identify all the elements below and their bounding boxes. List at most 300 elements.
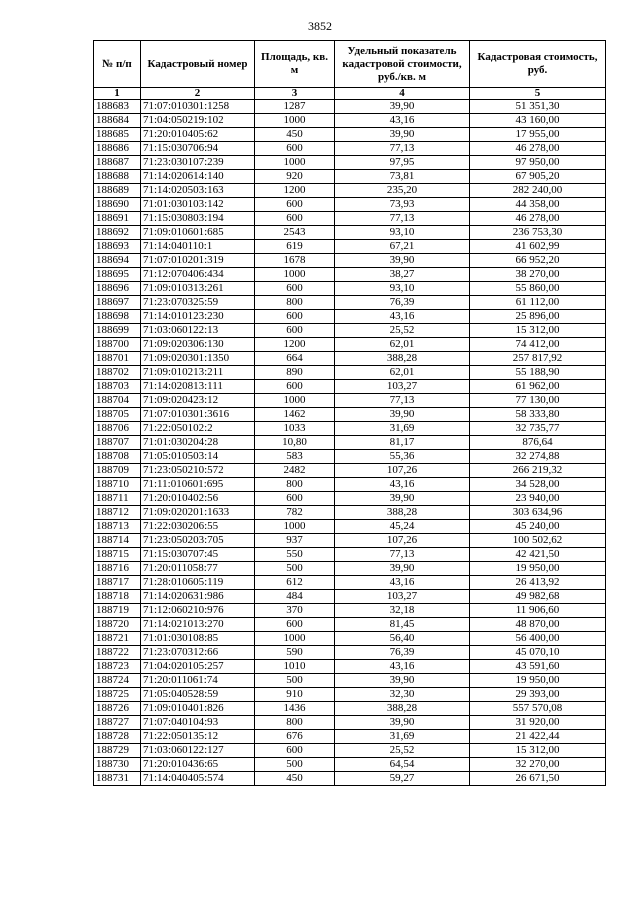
cadastral-value-cell: 26 671,50 [470, 772, 606, 786]
cadastral-number-cell: 71:20:010402:56 [141, 492, 255, 506]
table-row [94, 268, 606, 282]
cadastral-value-cell: 74 412,00 [470, 338, 606, 352]
table-row [94, 562, 606, 576]
cadastral-number-cell: 71:23:070312:66 [141, 646, 255, 660]
row-number-cell: 188731 [94, 772, 141, 786]
row-number-cell: 188720 [94, 618, 141, 632]
cadastral-number-cell: 71:14:040110:1 [141, 240, 255, 254]
area-cell: 1000 [255, 394, 335, 408]
unit-value-cell: 388,28 [335, 506, 470, 520]
cadastral-number-cell: 71:05:040528:59 [141, 688, 255, 702]
table-row [94, 100, 606, 114]
cadastral-value-cell: 257 817,92 [470, 352, 606, 366]
row-number-cell: 188713 [94, 520, 141, 534]
table-row [94, 310, 606, 324]
cadastral-number-cell: 71:14:010123:230 [141, 310, 255, 324]
cadastral-value-cell: 49 982,68 [470, 590, 606, 604]
area-cell: 600 [255, 310, 335, 324]
cadastral-number-cell: 71:05:010503:14 [141, 450, 255, 464]
unit-value-cell: 39,90 [335, 674, 470, 688]
area-cell: 1033 [255, 422, 335, 436]
cadastral-number-cell: 71:15:030706:94 [141, 142, 255, 156]
row-number-cell: 188699 [94, 324, 141, 338]
cadastral-value-cell: 557 570,08 [470, 702, 606, 716]
cadastral-value-cell: 11 906,60 [470, 604, 606, 618]
cadastral-number-cell: 71:12:070406:434 [141, 268, 255, 282]
unit-value-cell: 73,81 [335, 170, 470, 184]
cadastral-value-cell: 38 270,00 [470, 268, 606, 282]
cadastral-number-cell: 71:14:020614:140 [141, 170, 255, 184]
cadastral-number-cell: 71:01:030108:85 [141, 632, 255, 646]
cadastral-number-cell: 71:01:030103:142 [141, 198, 255, 212]
cadastral-number-cell: 71:11:010601:695 [141, 478, 255, 492]
cadastral-value-cell: 46 278,00 [470, 212, 606, 226]
cadastral-number-cell: 71:14:020631:986 [141, 590, 255, 604]
cadastral-value-cell: 29 393,00 [470, 688, 606, 702]
table-row [94, 688, 606, 702]
unit-value-cell: 77,13 [335, 394, 470, 408]
table-row [94, 338, 606, 352]
unit-value-cell: 43,16 [335, 478, 470, 492]
area-cell: 600 [255, 744, 335, 758]
cadastral-number-cell: 71:20:010405:62 [141, 128, 255, 142]
cadastral-value-cell: 876,64 [470, 436, 606, 450]
row-number-cell: 188686 [94, 142, 141, 156]
area-cell: 484 [255, 590, 335, 604]
table-body [94, 100, 606, 786]
cadastral-value-cell: 66 952,20 [470, 254, 606, 268]
row-number-cell: 188719 [94, 604, 141, 618]
unit-value-cell: 39,90 [335, 716, 470, 730]
cadastral-value-cell: 266 219,32 [470, 464, 606, 478]
area-cell: 600 [255, 142, 335, 156]
area-cell: 1200 [255, 338, 335, 352]
unit-value-cell: 77,13 [335, 212, 470, 226]
area-cell: 1436 [255, 702, 335, 716]
table-row [94, 744, 606, 758]
cadastral-value-cell: 61 962,00 [470, 380, 606, 394]
row-number-cell: 188689 [94, 184, 141, 198]
cadastral-number-cell: 71:09:020306:130 [141, 338, 255, 352]
table-row [94, 618, 606, 632]
row-number-cell: 188683 [94, 100, 141, 114]
area-cell: 583 [255, 450, 335, 464]
row-number-cell: 188729 [94, 744, 141, 758]
table-row [94, 352, 606, 366]
cadastral-number-cell: 71:07:010301:3616 [141, 408, 255, 422]
cadastral-number-cell: 71:23:050210:572 [141, 464, 255, 478]
area-cell: 664 [255, 352, 335, 366]
table-row [94, 576, 606, 590]
unit-value-cell: 39,90 [335, 408, 470, 422]
cadastral-number-cell: 71:15:030803:194 [141, 212, 255, 226]
table-row [94, 548, 606, 562]
unit-value-cell: 97,95 [335, 156, 470, 170]
row-number-cell: 188722 [94, 646, 141, 660]
unit-value-cell: 235,20 [335, 184, 470, 198]
table-row [94, 282, 606, 296]
row-number-cell: 188701 [94, 352, 141, 366]
row-number-cell: 188684 [94, 114, 141, 128]
unit-value-cell: 93,10 [335, 282, 470, 296]
row-number-cell: 188697 [94, 296, 141, 310]
area-cell: 1287 [255, 100, 335, 114]
table-row [94, 478, 606, 492]
row-number-cell: 188705 [94, 408, 141, 422]
area-cell: 1678 [255, 254, 335, 268]
table-row [94, 366, 606, 380]
cadastral-number-cell: 71:22:050102:2 [141, 422, 255, 436]
table-row [94, 716, 606, 730]
unit-value-cell: 67,21 [335, 240, 470, 254]
table-row [94, 212, 606, 226]
header-cadastral-number: Кадастровый номер [141, 41, 255, 88]
table-row [94, 534, 606, 548]
table-row [94, 506, 606, 520]
unit-value-cell: 38,27 [335, 268, 470, 282]
cadastral-value-cell: 61 112,00 [470, 296, 606, 310]
row-number-cell: 188717 [94, 576, 141, 590]
unit-value-cell: 56,40 [335, 632, 470, 646]
table-row [94, 772, 606, 786]
row-number-cell: 188724 [94, 674, 141, 688]
cadastral-value-cell: 51 351,30 [470, 100, 606, 114]
cadastral-value-cell: 19 950,00 [470, 562, 606, 576]
cadastral-number-cell: 71:14:040405:574 [141, 772, 255, 786]
column-number-row [94, 88, 606, 100]
cadastral-number-cell: 71:14:021013:270 [141, 618, 255, 632]
area-cell: 2543 [255, 226, 335, 240]
unit-value-cell: 39,90 [335, 128, 470, 142]
area-cell: 600 [255, 198, 335, 212]
cadastral-number-cell: 71:09:020423:12 [141, 394, 255, 408]
table-row [94, 702, 606, 716]
table-row [94, 632, 606, 646]
table-row [94, 254, 606, 268]
area-cell: 1000 [255, 268, 335, 282]
unit-value-cell: 55,36 [335, 450, 470, 464]
table-row [94, 604, 606, 618]
area-cell: 600 [255, 212, 335, 226]
unit-value-cell: 59,27 [335, 772, 470, 786]
cadastral-value-cell: 34 528,00 [470, 478, 606, 492]
cadastral-value-cell: 43 160,00 [470, 114, 606, 128]
cadastral-value-cell: 15 312,00 [470, 324, 606, 338]
table-row [94, 296, 606, 310]
cadastral-number-cell: 71:01:030204:28 [141, 436, 255, 450]
area-cell: 800 [255, 478, 335, 492]
table-row [94, 380, 606, 394]
row-number-cell: 188690 [94, 198, 141, 212]
row-number-cell: 188687 [94, 156, 141, 170]
column-number: 3 [255, 88, 335, 100]
table-row [94, 240, 606, 254]
unit-value-cell: 77,13 [335, 142, 470, 156]
unit-value-cell: 43,16 [335, 660, 470, 674]
cadastral-value-cell: 48 870,00 [470, 618, 606, 632]
cadastral-value-cell: 67 905,20 [470, 170, 606, 184]
table-header-row [94, 41, 606, 88]
unit-value-cell: 81,17 [335, 436, 470, 450]
area-cell: 612 [255, 576, 335, 590]
row-number-cell: 188708 [94, 450, 141, 464]
unit-value-cell: 31,69 [335, 422, 470, 436]
unit-value-cell: 31,69 [335, 730, 470, 744]
row-number-cell: 188703 [94, 380, 141, 394]
row-number-cell: 188709 [94, 464, 141, 478]
cadastral-value-cell: 45 240,00 [470, 520, 606, 534]
area-cell: 1000 [255, 156, 335, 170]
unit-value-cell: 32,18 [335, 604, 470, 618]
cadastral-number-cell: 71:22:030206:55 [141, 520, 255, 534]
unit-value-cell: 73,93 [335, 198, 470, 212]
row-number-cell: 188726 [94, 702, 141, 716]
unit-value-cell: 93,10 [335, 226, 470, 240]
area-cell: 600 [255, 380, 335, 394]
unit-value-cell: 76,39 [335, 296, 470, 310]
table-row [94, 646, 606, 660]
area-cell: 920 [255, 170, 335, 184]
area-cell: 450 [255, 128, 335, 142]
cadastral-number-cell: 71:12:060210:976 [141, 604, 255, 618]
cadastral-value-cell: 15 312,00 [470, 744, 606, 758]
row-number-cell: 188698 [94, 310, 141, 324]
area-cell: 619 [255, 240, 335, 254]
cadastral-number-cell: 71:07:010301:1258 [141, 100, 255, 114]
unit-value-cell: 62,01 [335, 366, 470, 380]
table-row [94, 464, 606, 478]
area-cell: 1200 [255, 184, 335, 198]
row-number-cell: 188702 [94, 366, 141, 380]
column-number: 1 [94, 88, 141, 100]
cadastral-value-cell: 97 950,00 [470, 156, 606, 170]
table-row [94, 128, 606, 142]
table-row [94, 520, 606, 534]
cadastral-number-cell: 71:03:060122:13 [141, 324, 255, 338]
unit-value-cell: 64,54 [335, 758, 470, 772]
unit-value-cell: 39,90 [335, 100, 470, 114]
area-cell: 1000 [255, 114, 335, 128]
unit-value-cell: 62,01 [335, 338, 470, 352]
area-cell: 910 [255, 688, 335, 702]
row-number-cell: 188725 [94, 688, 141, 702]
row-number-cell: 188707 [94, 436, 141, 450]
cadastral-number-cell: 71:09:010213:211 [141, 366, 255, 380]
cadastral-number-cell: 71:14:020813:111 [141, 380, 255, 394]
unit-value-cell: 43,16 [335, 310, 470, 324]
unit-value-cell: 25,52 [335, 324, 470, 338]
row-number-cell: 188721 [94, 632, 141, 646]
cadastral-value-cell: 32 274,88 [470, 450, 606, 464]
cadastral-value-cell: 303 634,96 [470, 506, 606, 520]
header-row-number: № п/п [94, 41, 141, 88]
area-cell: 600 [255, 618, 335, 632]
cadastral-number-cell: 71:04:050219:102 [141, 114, 255, 128]
cadastral-value-cell: 41 602,99 [470, 240, 606, 254]
cadastral-number-cell: 71:28:010605:119 [141, 576, 255, 590]
cadastral-number-cell: 71:23:070325:59 [141, 296, 255, 310]
cadastral-value-cell: 58 333,80 [470, 408, 606, 422]
row-number-cell: 188695 [94, 268, 141, 282]
table-row [94, 758, 606, 772]
area-cell: 2482 [255, 464, 335, 478]
area-cell: 800 [255, 296, 335, 310]
area-cell: 500 [255, 674, 335, 688]
row-number-cell: 188715 [94, 548, 141, 562]
cadastral-number-cell: 71:14:020503:163 [141, 184, 255, 198]
cadastral-number-cell: 71:15:030707:45 [141, 548, 255, 562]
row-number-cell: 188692 [94, 226, 141, 240]
area-cell: 450 [255, 772, 335, 786]
row-number-cell: 188704 [94, 394, 141, 408]
unit-value-cell: 43,16 [335, 576, 470, 590]
unit-value-cell: 388,28 [335, 702, 470, 716]
cadastral-number-cell: 71:09:010313:261 [141, 282, 255, 296]
area-cell: 590 [255, 646, 335, 660]
header-area: Площадь, кв. м [255, 41, 335, 88]
area-cell: 1000 [255, 632, 335, 646]
area-cell: 1010 [255, 660, 335, 674]
cadastral-number-cell: 71:03:060122:127 [141, 744, 255, 758]
cadastral-value-cell: 45 070,10 [470, 646, 606, 660]
row-number-cell: 188693 [94, 240, 141, 254]
table-row [94, 226, 606, 240]
cadastral-number-cell: 71:04:020105:257 [141, 660, 255, 674]
table-row [94, 422, 606, 436]
row-number-cell: 188691 [94, 212, 141, 226]
area-cell: 550 [255, 548, 335, 562]
row-number-cell: 188728 [94, 730, 141, 744]
table-row [94, 436, 606, 450]
area-cell: 600 [255, 282, 335, 296]
area-cell: 937 [255, 534, 335, 548]
cadastral-value-cell: 32 270,00 [470, 758, 606, 772]
cadastral-value-cell: 46 278,00 [470, 142, 606, 156]
area-cell: 1462 [255, 408, 335, 422]
table-row [94, 674, 606, 688]
unit-value-cell: 25,52 [335, 744, 470, 758]
cadastral-number-cell: 71:09:020201:1633 [141, 506, 255, 520]
cadastral-number-cell: 71:09:020301:1350 [141, 352, 255, 366]
table-row [94, 142, 606, 156]
unit-value-cell: 39,90 [335, 562, 470, 576]
cadastral-value-cell: 26 413,92 [470, 576, 606, 590]
table-row [94, 450, 606, 464]
cadastral-value-cell: 56 400,00 [470, 632, 606, 646]
row-number-cell: 188688 [94, 170, 141, 184]
table-row [94, 198, 606, 212]
unit-value-cell: 43,16 [335, 114, 470, 128]
table-row [94, 170, 606, 184]
row-number-cell: 188727 [94, 716, 141, 730]
cadastral-value-cell: 19 950,00 [470, 674, 606, 688]
area-cell: 782 [255, 506, 335, 520]
table-row [94, 114, 606, 128]
header-unit-value: Удельный показатель кадастровой стоимости, руб./кв. м [335, 41, 470, 88]
cadastral-number-cell: 71:22:050135:12 [141, 730, 255, 744]
area-cell: 1000 [255, 520, 335, 534]
cadastral-value-cell: 23 940,00 [470, 492, 606, 506]
area-cell: 800 [255, 716, 335, 730]
row-number-cell: 188712 [94, 506, 141, 520]
area-cell: 10,80 [255, 436, 335, 450]
unit-value-cell: 107,26 [335, 464, 470, 478]
unit-value-cell: 107,26 [335, 534, 470, 548]
header-cadastral-value: Кадастровая стоимость, руб. [470, 41, 606, 88]
row-number-cell: 188723 [94, 660, 141, 674]
cadastral-value-cell: 42 421,50 [470, 548, 606, 562]
unit-value-cell: 388,28 [335, 352, 470, 366]
table-row [94, 408, 606, 422]
cadastral-value-cell: 32 735,77 [470, 422, 606, 436]
row-number-cell: 188714 [94, 534, 141, 548]
area-cell: 600 [255, 492, 335, 506]
unit-value-cell: 103,27 [335, 590, 470, 604]
row-number-cell: 188696 [94, 282, 141, 296]
area-cell: 500 [255, 562, 335, 576]
cadastral-value-cell: 25 896,00 [470, 310, 606, 324]
row-number-cell: 188710 [94, 478, 141, 492]
cadastral-value-cell: 31 920,00 [470, 716, 606, 730]
table-row [94, 184, 606, 198]
unit-value-cell: 39,90 [335, 254, 470, 268]
row-number-cell: 188711 [94, 492, 141, 506]
area-cell: 890 [255, 366, 335, 380]
table-row [94, 156, 606, 170]
table-row [94, 730, 606, 744]
table-row [94, 660, 606, 674]
unit-value-cell: 76,39 [335, 646, 470, 660]
area-cell: 676 [255, 730, 335, 744]
cadastral-number-cell: 71:07:010201:319 [141, 254, 255, 268]
cadastral-number-cell: 71:20:011058:77 [141, 562, 255, 576]
cadastral-value-cell: 21 422,44 [470, 730, 606, 744]
row-number-cell: 188718 [94, 590, 141, 604]
cadastral-value-table [93, 40, 606, 786]
unit-value-cell: 77,13 [335, 548, 470, 562]
cadastral-value-cell: 55 188,90 [470, 366, 606, 380]
unit-value-cell: 39,90 [335, 492, 470, 506]
unit-value-cell: 45,24 [335, 520, 470, 534]
row-number-cell: 188694 [94, 254, 141, 268]
cadastral-value-cell: 17 955,00 [470, 128, 606, 142]
page-number: 3852 [308, 19, 332, 33]
unit-value-cell: 32,30 [335, 688, 470, 702]
cadastral-value-cell: 44 358,00 [470, 198, 606, 212]
row-number-cell: 188700 [94, 338, 141, 352]
table-row [94, 324, 606, 338]
column-number: 4 [335, 88, 470, 100]
column-number: 5 [470, 88, 606, 100]
unit-value-cell: 103,27 [335, 380, 470, 394]
table-row [94, 492, 606, 506]
cadastral-number-cell: 71:23:050203:705 [141, 534, 255, 548]
cadastral-number-cell: 71:23:030107:239 [141, 156, 255, 170]
cadastral-value-cell: 236 753,30 [470, 226, 606, 240]
table-row [94, 394, 606, 408]
area-cell: 370 [255, 604, 335, 618]
cadastral-number-cell: 71:09:010601:685 [141, 226, 255, 240]
row-number-cell: 188730 [94, 758, 141, 772]
area-cell: 600 [255, 324, 335, 338]
column-number: 2 [141, 88, 255, 100]
cadastral-value-cell: 43 591,60 [470, 660, 606, 674]
unit-value-cell: 81,45 [335, 618, 470, 632]
row-number-cell: 188716 [94, 562, 141, 576]
area-cell: 500 [255, 758, 335, 772]
cadastral-value-cell: 100 502,62 [470, 534, 606, 548]
row-number-cell: 188706 [94, 422, 141, 436]
